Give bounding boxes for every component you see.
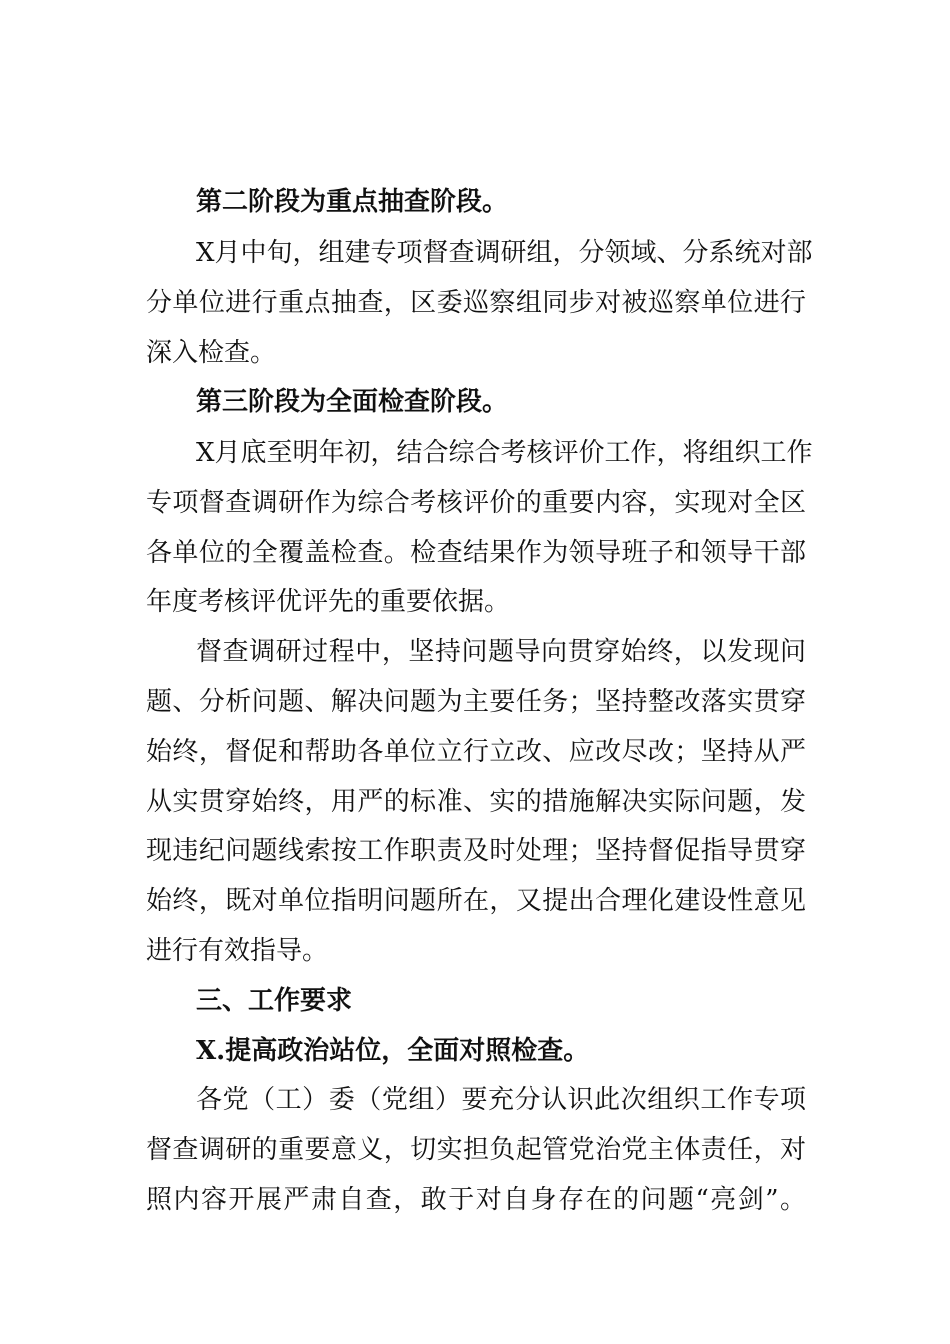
item-paragraph-line: 督查调研的重要意义，切实担负起管党治党主体责任，对 xyxy=(146,1135,806,1165)
process-paragraph-line: 督查调研过程中，坚持问题导向贯穿始终，以发现问 xyxy=(196,637,806,667)
item-paragraph-line: 各党（工）委（党组）要充分认识此次组织工作专项 xyxy=(196,1085,806,1115)
section-heading: 三、工作要求 xyxy=(196,986,353,1016)
process-paragraph-line: 进行有效指导。 xyxy=(146,936,329,966)
process-paragraph-line: 从实贯穿始终，用严的标准、实的措施解决实际问题，发 xyxy=(146,787,806,817)
process-paragraph-line: 题、分析问题、解决问题为主要任务；坚持整改落实贯穿 xyxy=(146,687,806,717)
phase3-paragraph-line: 年度考核评优评先的重要依据。 xyxy=(146,587,511,617)
phase3-heading: 第三阶段为全面检查阶段。 xyxy=(196,387,509,417)
phase3-paragraph-line: X月底至明年初，结合综合考核评价工作，将组织工作 xyxy=(196,438,813,468)
process-paragraph-line: 始终，督促和帮助各单位立行立改、应改尽改；坚持从严 xyxy=(146,737,806,767)
phase2-paragraph-line: 深入检查。 xyxy=(146,338,277,368)
phase2-paragraph-line: X月中旬，组建专项督查调研组，分领域、分系统对部 xyxy=(196,238,813,268)
item-paragraph-line: 照内容开展严肃自查，敢于对自身存在的问题“亮剑”。 xyxy=(146,1185,806,1215)
phase3-paragraph-line: 专项督查调研作为综合考核评价的重要内容，实现对全区 xyxy=(146,488,806,518)
item-heading: X.提高政治站位，全面对照检查。 xyxy=(196,1036,590,1066)
process-paragraph-line: 现违纪问题线索按工作职责及时处理；坚持督促指导贯穿 xyxy=(146,836,806,866)
process-paragraph-line: 始终，既对单位指明问题所在，又提出合理化建设性意见 xyxy=(146,886,806,916)
phase3-paragraph-line: 各单位的全覆盖检查。检查结果作为领导班子和领导干部 xyxy=(146,538,806,568)
phase2-paragraph-line: 分单位进行重点抽查，区委巡察组同步对被巡察单位进行 xyxy=(146,288,806,318)
phase2-heading: 第二阶段为重点抽查阶段。 xyxy=(196,187,509,217)
